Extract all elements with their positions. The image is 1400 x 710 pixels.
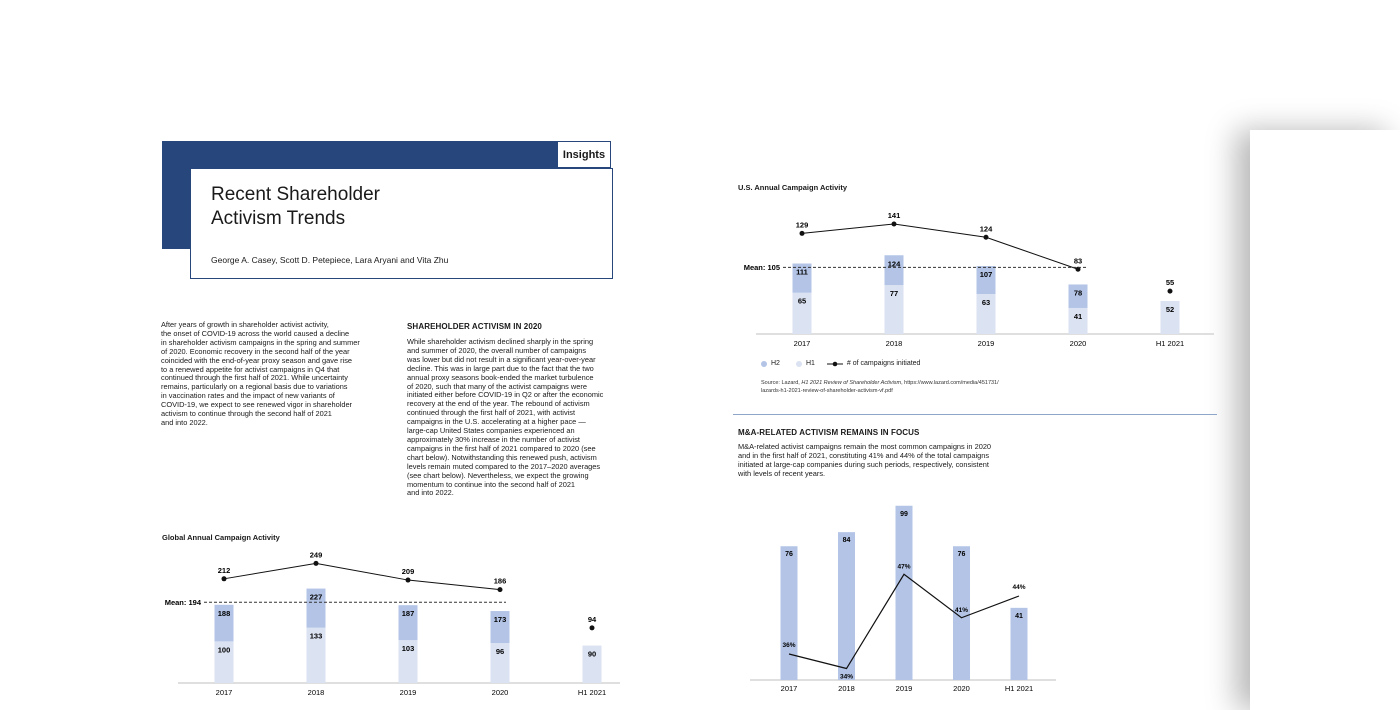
us-campaign-point	[984, 235, 989, 240]
section2-line: initiated at large-cap companies during such periods, respectively, consistent	[738, 459, 989, 469]
intro-line: COVID-19, we expect to see renewed vigor in shareholder	[161, 400, 353, 410]
global-label-h2: 227	[309, 592, 323, 602]
ma-share-label: 41%	[954, 606, 969, 614]
section1-line: continued through the first half of 2021, with activist	[407, 408, 576, 418]
us-label-h1: 65	[797, 296, 807, 306]
section1-line: of 2020, such that many of the activist campaigns were	[407, 381, 587, 391]
us-label-h1: 77	[889, 289, 899, 299]
section2-line: M&A-related activist campaigns remain the most common campaigns in 2020	[738, 442, 992, 451]
us-campaign-point	[1168, 289, 1173, 294]
intro-line: and into 2022.	[161, 417, 208, 427]
section1-line: and into 2022.	[407, 488, 454, 498]
global-campaign-label: 186	[493, 576, 507, 586]
us-tick-label: 2017	[793, 339, 811, 348]
insights-tag: Insights	[557, 141, 611, 168]
section1-line: recovery at the end of the year. The rebound of activism	[407, 399, 590, 409]
section1-line: large-cap United States companies experienced an	[407, 426, 575, 436]
ma-share-label: 44%	[1012, 584, 1026, 591]
section1-line: annual proxy seasons book-ended the market turbulence	[407, 372, 594, 382]
source-prefix: Source: Lazard,	[761, 380, 802, 386]
global-label-h1: 133	[309, 631, 323, 641]
global-campaign-label: 249	[309, 550, 323, 560]
global-campaign-point	[590, 625, 595, 630]
section1-line: chart below). Notwithstanding this renewed push, activism	[407, 452, 597, 462]
intro-line: in vaccination rates and the impact of new variants of	[161, 391, 335, 401]
global-label-h1: 96	[495, 647, 505, 657]
global-label-h2: 187	[401, 609, 415, 619]
us-label-h2: 124	[887, 259, 901, 269]
title-line-2: Activism Trends	[211, 208, 346, 229]
us-tick-label: H1 2021	[1155, 339, 1185, 348]
us-label-h2: 107	[979, 270, 993, 280]
global-tick-label: 2017	[215, 688, 233, 697]
ma-bar	[781, 546, 798, 680]
ma-tick-label: 2018	[838, 684, 855, 693]
title-line-1: Recent Shareholder	[211, 184, 380, 205]
ma-bar-label: 84	[842, 537, 851, 545]
global-tick-label: 2019	[399, 688, 417, 697]
section1-line: initiated either before COVID-19 in Q2 or after the economic	[407, 390, 604, 400]
section1-line: momentum to continue into the second half of 2021	[407, 479, 576, 489]
global-label-h1: 90	[587, 649, 597, 659]
section1-line: (see chart below). Nevertheless, we expect the growing	[407, 470, 589, 480]
intro-line: continued through the first half of 2021. While uncertainty	[161, 373, 348, 383]
legend-h2-label: H2	[771, 360, 780, 367]
legend-line-label: # of campaigns initiated	[846, 360, 921, 367]
us-tick-label: 2018	[885, 339, 903, 348]
section1-line: campaigns in the first half of 2021 compared to 2020 (see	[407, 443, 596, 453]
us-campaign-label: 141	[887, 211, 901, 221]
us-label-h1: 52	[1165, 304, 1175, 314]
global-label-h2: 173	[493, 615, 507, 625]
ma-share-label: 34%	[839, 673, 854, 681]
intro-line: coincided with the end-of-year proxy season and gave rise	[161, 355, 353, 365]
intro-line: After years of growth in shareholder activist activity,	[161, 320, 329, 329]
us-campaign-point	[892, 222, 897, 227]
global-campaign-point	[314, 561, 319, 566]
us-tick-label: 2019	[977, 339, 995, 348]
section2-line: with levels of recent years.	[738, 468, 826, 478]
global-mean-label: Mean: 194	[164, 597, 201, 607]
us-mean-label: Mean: 105	[743, 262, 780, 272]
intro-line: the onset of COVID-19 across the world caused a decline	[161, 328, 350, 338]
section1-line: While shareholder activism declined sharply in the spring	[407, 337, 594, 346]
us-label-h2: 111	[796, 267, 808, 277]
us-campaign-label: 55	[1165, 278, 1175, 288]
global-label-h2: 188	[217, 608, 231, 618]
intro-line: activism to continue through the second half of 2021	[161, 409, 332, 419]
us-campaign-label: 124	[979, 224, 993, 234]
source-suffix: , https://www.lazard.com/media/451731/	[901, 380, 999, 386]
global-campaign-point	[406, 578, 411, 583]
global-tick-label: 2018	[307, 688, 325, 697]
section1-line: was lower but did not result in a significant year-over-year	[407, 354, 596, 364]
us-tick-label: 2020	[1069, 339, 1087, 348]
ma-tick-label: 2019	[895, 684, 913, 693]
global-campaign-label: 94	[587, 614, 597, 624]
section1-line: decline. This was in large part due to the fact that the two	[407, 363, 594, 373]
global-label-h1: 103	[401, 644, 415, 654]
global-chart-title: Global Annual Campaign Activity	[162, 533, 280, 542]
global-campaign-point	[498, 587, 503, 592]
ma-bar-label: 99	[900, 510, 908, 518]
global-campaign-label: 209	[401, 567, 415, 577]
intro-line: of 2020. Economic recovery in the second half of the year	[161, 346, 350, 356]
us-chart-title: U.S. Annual Campaign Activity	[738, 183, 848, 192]
us-label-h1: 41	[1073, 311, 1083, 321]
section1-line: approximately 30% increase in the number of activist	[407, 434, 580, 444]
us-label-h1: 63	[981, 297, 991, 307]
section1-heading: SHAREHOLDER ACTIVISM IN 2020	[407, 322, 542, 331]
us-campaign-label: 129	[795, 220, 809, 230]
legend-h1-label: H1	[805, 360, 815, 367]
ma-tick-label: H1 2021	[1004, 684, 1034, 693]
ma-bar	[896, 506, 913, 680]
global-tick-label: H1 2021	[577, 688, 607, 697]
source-line2: lazards-h1-2021-review-of-shareholder-activism-vf.pdf	[761, 388, 893, 394]
global-campaign-line	[224, 563, 500, 589]
section1-line: and summer of 2020, the overall number of campaigns	[407, 345, 587, 355]
section1-line: campaigns in the U.S. accelerating at a higher pace —	[407, 417, 586, 427]
intro-line: remains, particularly on a regional basis due to variations	[161, 382, 348, 392]
us-campaign-label: 83	[1073, 256, 1083, 266]
source-title: H1 2021 Review of Shareholder Activism	[801, 380, 902, 386]
authors: George A. Casey, Scott D. Petepiece, Lara Aryani and Vita Zhu	[211, 255, 449, 265]
global-campaign-point	[222, 576, 227, 581]
us-label-h2: 78	[1073, 288, 1083, 298]
us-campaign-point	[800, 231, 805, 236]
ma-tick-label: 2017	[780, 684, 798, 693]
global-tick-label: 2020	[491, 688, 509, 697]
ma-tick-label: 2020	[953, 684, 970, 693]
ma-bar-label: 41	[1015, 612, 1023, 620]
intro-line: in shareholder activism campaigns in the spring and summer	[161, 337, 360, 347]
ma-share-label: 47%	[897, 563, 911, 571]
ma-bar-label: 76	[957, 551, 966, 559]
section2-line: and in the first half of 2021, constituting 41% and 44% of the total campaigns	[738, 450, 990, 460]
global-campaign-label: 212	[217, 565, 231, 575]
global-label-h1: 100	[217, 645, 231, 655]
section2-heading: M&A-RELATED ACTIVISM REMAINS IN FOCUS	[738, 428, 920, 437]
section1-line: levels remain muted compared to the 2017–2020 averages	[407, 461, 601, 471]
intro-line: to a renewed appetite for activist campaigns in Q4 that	[161, 364, 340, 374]
ma-share-label: 36%	[782, 642, 796, 649]
us-campaign-line	[802, 224, 1078, 269]
ma-bar-label: 76	[785, 551, 793, 559]
